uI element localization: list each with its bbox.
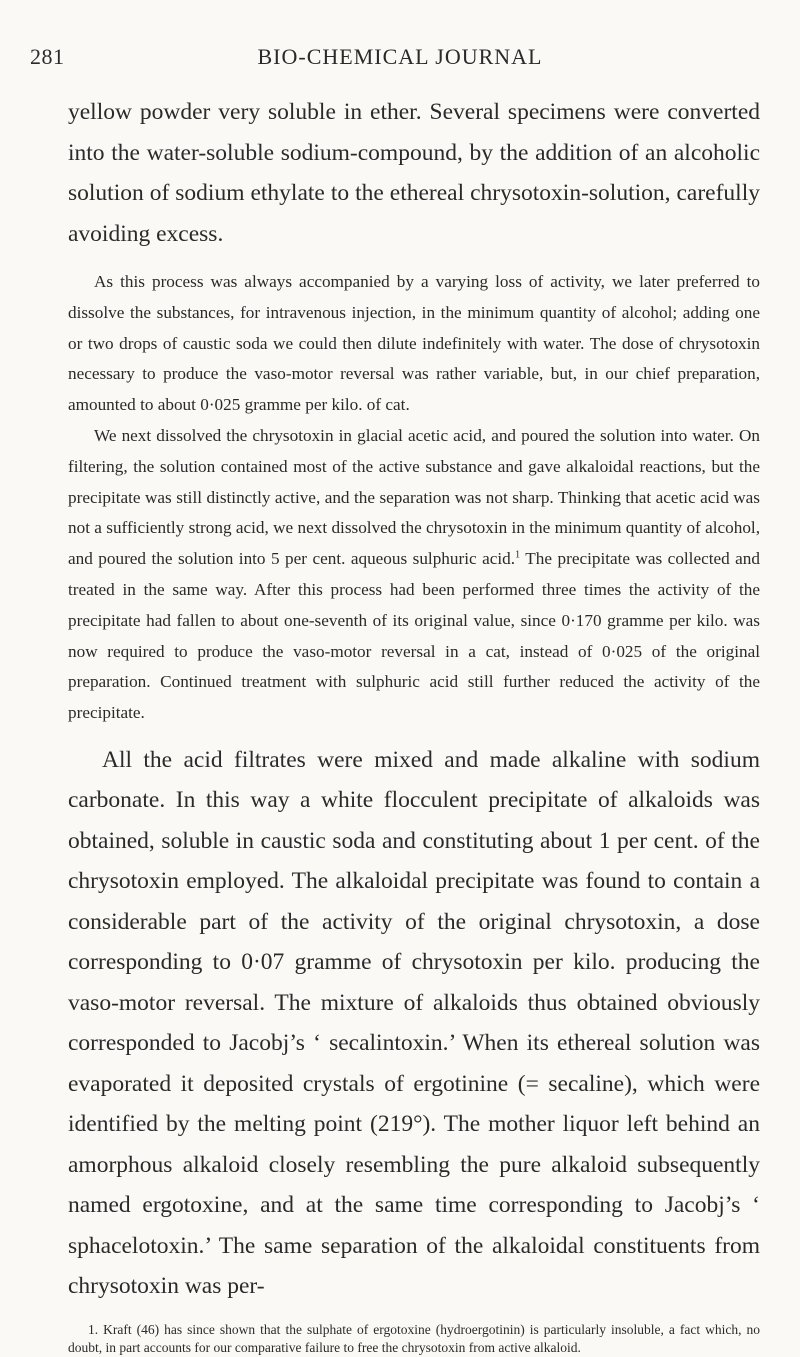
page-header bbox=[30, 44, 770, 78]
footnote-ref: 1 bbox=[515, 549, 521, 561]
paragraph-continued: yellow powder very soluble in ether. Several specimens were converted into the water-soluble sodium-compound, by the addition of an alcoholic solution of sodium ethylate to the ethereal chrysotoxin-solution, carefully avoiding excess. bbox=[68, 99, 760, 247]
paragraph-acid-treatment bbox=[68, 421, 760, 729]
paragraph-acid-treatment-part2: The precipitate was collected and treated in the same way. After this process had been performed three times the activity of the precipitate had fallen to about one-seventh of its original value, since 0·170 gramme per kilo. was now required to produce the vaso-motor reversal in a cat, instead of 0·025 of the original preparation. Continued treatment with sulphuric acid still further reduced the activity of the precipitate. bbox=[68, 549, 760, 723]
paragraph-acid-treatment-part1: We next dissolved the chrysotoxin in glacial acetic acid, and poured the solution into water. On filtering, the solution contained most of the active substance and gave alkaloidal reactions, but the precipitate was still distinctly active, and the separation was not sharp. Thinking that acetic acid was not a sufficiently strong acid, we next dissolved the chrysotoxin in the minimum quantity of alcohol, and poured the solution into 5 per cent. aqueous sulphuric acid. bbox=[68, 425, 760, 569]
footnote-1: 1. Kraft (46) has since shown that the sulphate of ergotoxine (hydroergotinin) is particularly insoluble, a fact which, no doubt, in part accounts for our comparative failure to free the chrysotoxin from active alkaloid. bbox=[68, 1321, 760, 1355]
paragraph-dissolution-method: As this process was always accompanied by a varying loss of activity, we later preferred to dissolve the substances, for intravenous injection, in the minimum quantity of alcohol; adding one or two drops of caustic soda we could then dilute indefinitely with water. The dose of chrysotoxin necessary to produce the vaso-motor reversal was rather variable, but, in our chief preparation, amounted to about 0·025 gramme per kilo. of cat. bbox=[68, 272, 760, 415]
paragraph-alkaloid-precipitate: All the acid filtrates were mixed and made alkaline with sodium carbonate. In this way a white flocculent precipitate of alkaloids was obtained, soluble in caustic soda and constituting about 1 per cent. of the chrysotoxin employed. The alkaloidal precipitate was found to contain a considerable part of the activity of the original chrysotoxin, a dose corresponding to 0·07 gramme of chrysotoxin per kilo. producing the vaso-motor reversal. The mixture of alkaloids thus obtained obviously corresponded to Jacobj’s ‘ secalintoxin.’ When its ethereal solution was evaporated it deposited crystals of ergotinine (= secaline), which were identified by the melting point (219°). The mother liquor left behind an amorphous alkaloid closely resembling the pure alkaloid subsequently named ergotoxine, and at the same time corresponding to Jacobj’s ‘ sphacelotoxin.’ The same separation of the alkaloidal constituents from chrysotoxin was per- bbox=[68, 746, 760, 1300]
page-number: 281 bbox=[30, 44, 65, 69]
running-head: BIO-CHEMICAL JOURNAL bbox=[257, 44, 543, 69]
main-text bbox=[68, 92, 760, 1357]
